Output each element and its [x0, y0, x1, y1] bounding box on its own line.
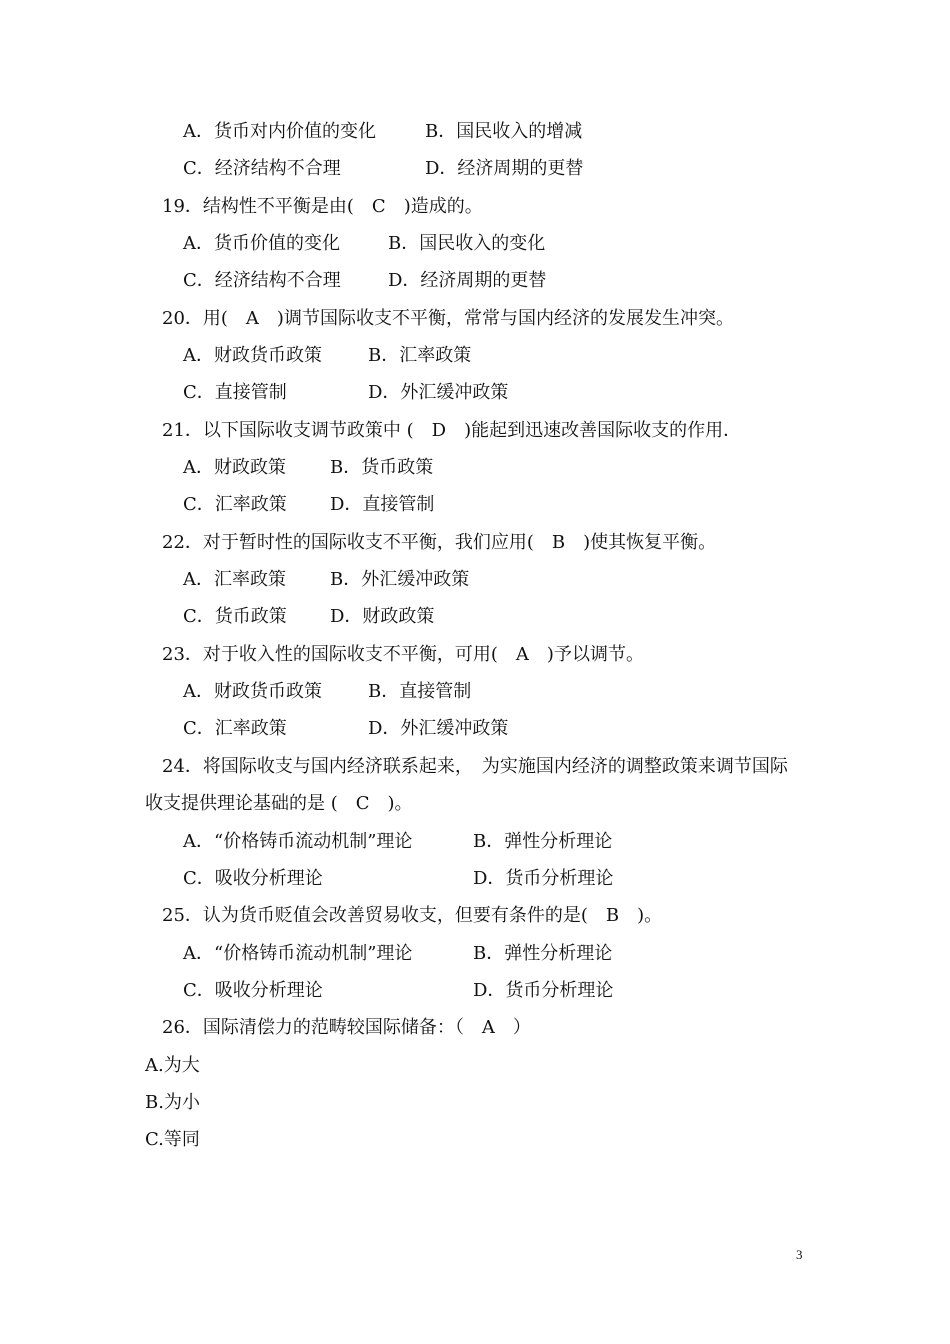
- answer-option: A．货币价值的变化: [183, 233, 340, 254]
- question-text: 25．认为货币贬值会改善贸易收支，但要有条件的是( B )。: [162, 905, 663, 926]
- question-text: C.等同: [145, 1129, 200, 1150]
- answer-option: A．“价格铸币流动机制”理论: [183, 943, 413, 964]
- answer-option: B．直接管制: [368, 681, 472, 702]
- question-text: 20．用( A )调节国际收支不平衡，常常与国内经济的发展发生冲突。: [162, 308, 734, 329]
- answer-option: D．经济周期的更替: [425, 158, 584, 179]
- answer-option: D．经济周期的更替: [388, 270, 547, 291]
- answer-option: D．货币分析理论: [473, 980, 614, 1001]
- answer-option: D．外汇缓冲政策: [368, 718, 509, 739]
- answer-option: A．财政政策: [183, 457, 286, 478]
- answer-option: B．国民收入的增减: [425, 121, 583, 142]
- question-text: 23．对于收入性的国际收支不平衡，可用( A )予以调节。: [162, 644, 644, 665]
- answer-option: B．弹性分析理论: [473, 831, 613, 852]
- answer-option: D．财政政策: [330, 606, 435, 627]
- question-text: 24．将国际收支与国内经济联系起来， 为实施国内经济的调整政策来调节国际: [162, 756, 788, 777]
- answer-option: B．货币政策: [330, 457, 434, 478]
- answer-option: C．吸收分析理论: [183, 980, 323, 1001]
- answer-option: C．汇率政策: [183, 718, 287, 739]
- page-number: 3: [796, 1247, 803, 1262]
- answer-option: C．吸收分析理论: [183, 868, 323, 889]
- answer-option: B．国民收入的变化: [388, 233, 546, 254]
- question-text: 收支提供理论基础的是 ( C )。: [145, 793, 413, 814]
- answer-option: A．财政货币政策: [183, 345, 322, 366]
- answer-option: C．经济结构不合理: [183, 270, 341, 291]
- answer-option: A．财政货币政策: [183, 681, 322, 702]
- answer-option: A．“价格铸币流动机制”理论: [183, 831, 413, 852]
- answer-option: D．外汇缓冲政策: [368, 382, 509, 403]
- question-text: 21．以下国际收支调节政策中 ( D )能起到迅速改善国际收支的作用．: [162, 420, 742, 441]
- answer-option: D．货币分析理论: [473, 868, 614, 889]
- answer-option: B．外汇缓冲政策: [330, 569, 470, 590]
- question-text: 19．结构性不平衡是由( C )造成的。: [162, 196, 483, 217]
- answer-option: C．经济结构不合理: [183, 158, 341, 179]
- answer-option: C．直接管制: [183, 382, 287, 403]
- answer-option: B．汇率政策: [368, 345, 472, 366]
- answer-option: A．汇率政策: [183, 569, 286, 590]
- answer-option: C．货币政策: [183, 606, 287, 627]
- answer-option: D．直接管制: [330, 494, 435, 515]
- answer-option: B．弹性分析理论: [473, 943, 613, 964]
- answer-option: C．汇率政策: [183, 494, 287, 515]
- question-text: 26．国际清偿力的范畴较国际储备：（ A ）: [162, 1017, 531, 1038]
- question-text: A.为大: [145, 1055, 200, 1076]
- question-text: 22．对于暂时性的国际收支不平衡，我们应用( B )使其恢复平衡。: [162, 532, 717, 553]
- question-text: B.为小: [145, 1092, 200, 1113]
- answer-option: A．货币对内价值的变化: [183, 121, 376, 142]
